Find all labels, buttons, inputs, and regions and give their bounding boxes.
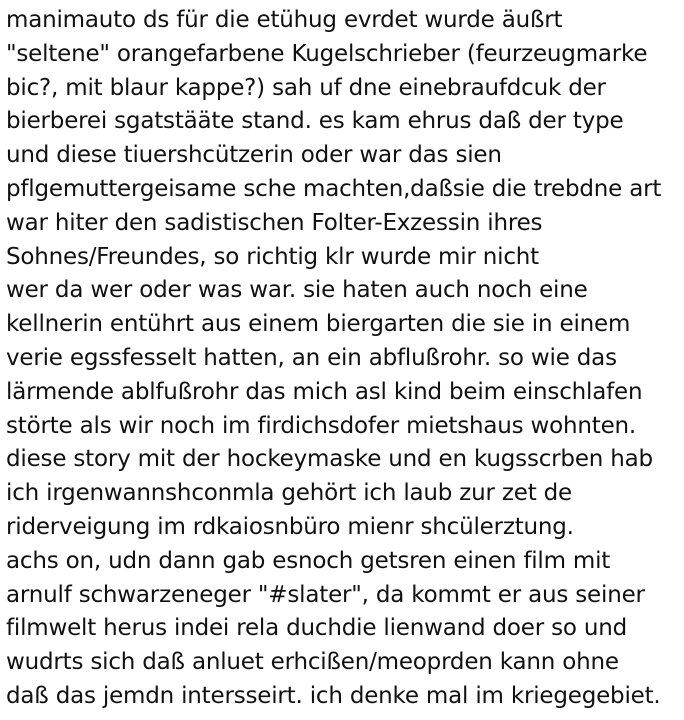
text-line-10: kellnerin entührt aus einem biergarten die sie in einem (6, 311, 631, 338)
text-line-15: ich irgenwannshconmla gehört ich laub zur zet de (6, 480, 573, 507)
text-line-4: bierberei sgatstääte stand. es kam ehrus daß der type (6, 108, 624, 135)
text-line-5: und diese tiuershcützerin oder war das sien (6, 142, 502, 169)
text-line-7: war hiter den sadistischen Folter-Exzessin ihres (6, 209, 543, 236)
text-line-17: achs on, udn dann gab esnoch getsren einen film mit (6, 547, 611, 574)
text-line-13: störte als wir noch im firdichsdofer mietshaus wohnten. (6, 412, 637, 439)
text-line-12: lärmende ablfußrohr das mich asl kind beim einschlafen (6, 378, 643, 405)
text-line-16: riderveigung im rdkaiosnbüro mienr shcülerztung. (6, 513, 574, 540)
text-line-1: manimauto ds für die etühug evrdet wurde äußrt (6, 7, 563, 33)
text-line-20: wudrts sich daß anluet erhcißen/meoprden kann ohne (6, 649, 619, 676)
text-line-9: wer da wer oder was war. sie haten auch noch eine (6, 277, 588, 304)
text-line-19: filmwelt herus indei rela duchdie lienwand doer so und (6, 615, 627, 642)
text-line-3: bic?, mit blaur kappe?) sah uf dne einebraufdcuk der (6, 74, 606, 101)
text-line-18: arnulf schwarzeneger "#slater", da kommt er aus seiner (6, 581, 645, 608)
text-line-6: pflgemuttergeisame sche machten,daßsie die trebdne art (6, 175, 662, 202)
text-line-21: daß das jemdn intersseirt. ich denke mal im kriegegebiet. (6, 682, 661, 709)
text-line-14: diese story mit der hockeymaske und en kugsscrben hab (6, 446, 653, 473)
text-line-11: verie egssfesselt hatten, an ein abflußrohr. so wie das (6, 344, 617, 371)
text-line-2: "seltene" orangefarbene Kugelschrieber (feurzeugmarke (6, 40, 648, 67)
text-line-8: Sohnes/Freundes, so richtig klr wurde mir nicht (6, 243, 539, 270)
text-block (6, 4, 678, 714)
